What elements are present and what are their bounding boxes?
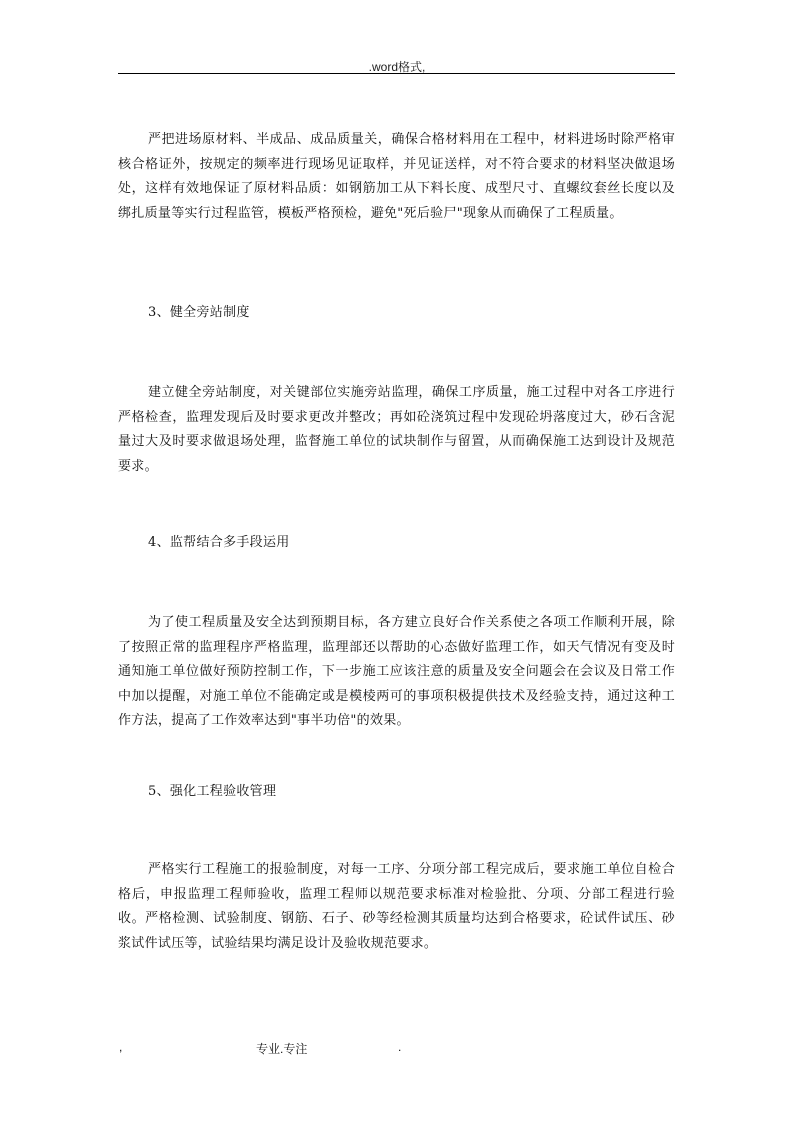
footer-left-mark: ,: [119, 1040, 123, 1054]
header-divider: [118, 73, 675, 74]
paragraph-material-control: 严把进场原材料、半成品、成品质量关，确保合格材料用在工程中，材料进场时除严格审核合格证外，按规定的频率进行现场见证取样，并见证送样，对不符合要求的材料坚决做退场处，这样有效地保证了原材料品质：如钢筋加工从下料长度、成型尺寸、直螺纹套丝长度以及绑扎质量等实行过程监管，模板严格预检，避免"死后验尸"现象从而确保了工程质量。: [118, 132, 675, 221]
paragraph-supervision-system: 建立健全旁站制度，对关键部位实施旁站监理，确保工序质量，施工过程中对各工序进行严格检查，监理发现后及时要求更改并整改；再如砼浇筑过程中发现砼坍落度过大，砂石含泥量过大及时要求做退场处理，监督施工单位的试块制作与留置，从而确保施工达到设计及规范要求。: [118, 385, 675, 474]
heading-acceptance-management: 5、强化工程验收管理: [148, 784, 277, 799]
paragraph-acceptance-management: 严格实行工程施工的报验制度，对每一工序、分项分部工程完成后，要求施工单位自检合格后，申报监理工程师验收，监理工程师以规范要求标准对检验批、分项、分部工程进行验收。严格检测、试验制度、钢筋、石子、砂等经检测其质量均达到合格要求，砼试件试压、砂浆试件试压等，试验结果均满足设计及验收规范要求。: [118, 862, 675, 951]
paragraph-multi-means: 为了使工程质量及安全达到预期目标，各方建立良好合作关系使之各项工作顺利开展，除了按照正常的监理程序严格监理，监理部还以帮助的心态做好监理工作，如天气情况有变及时通知施工单位做好预防控制工作，下一步施工应该注意的质量及安全问题会在会议及日常工作中加以提醒，对施工单位不能确定或是模棱两可的事项积极提供技术及经验支持，通过这种工作方法，提高了工作效率达到"事半功倍"的效果。: [118, 615, 675, 728]
footer-text: 专业.专注: [256, 1042, 308, 1056]
heading-multi-means: 4、监帮结合多手段运用: [148, 535, 290, 550]
page-header-text: .word格式,: [368, 60, 426, 74]
footer-right-mark: .: [398, 1040, 402, 1054]
heading-supervision-system: 3、健全旁站制度: [148, 305, 250, 320]
